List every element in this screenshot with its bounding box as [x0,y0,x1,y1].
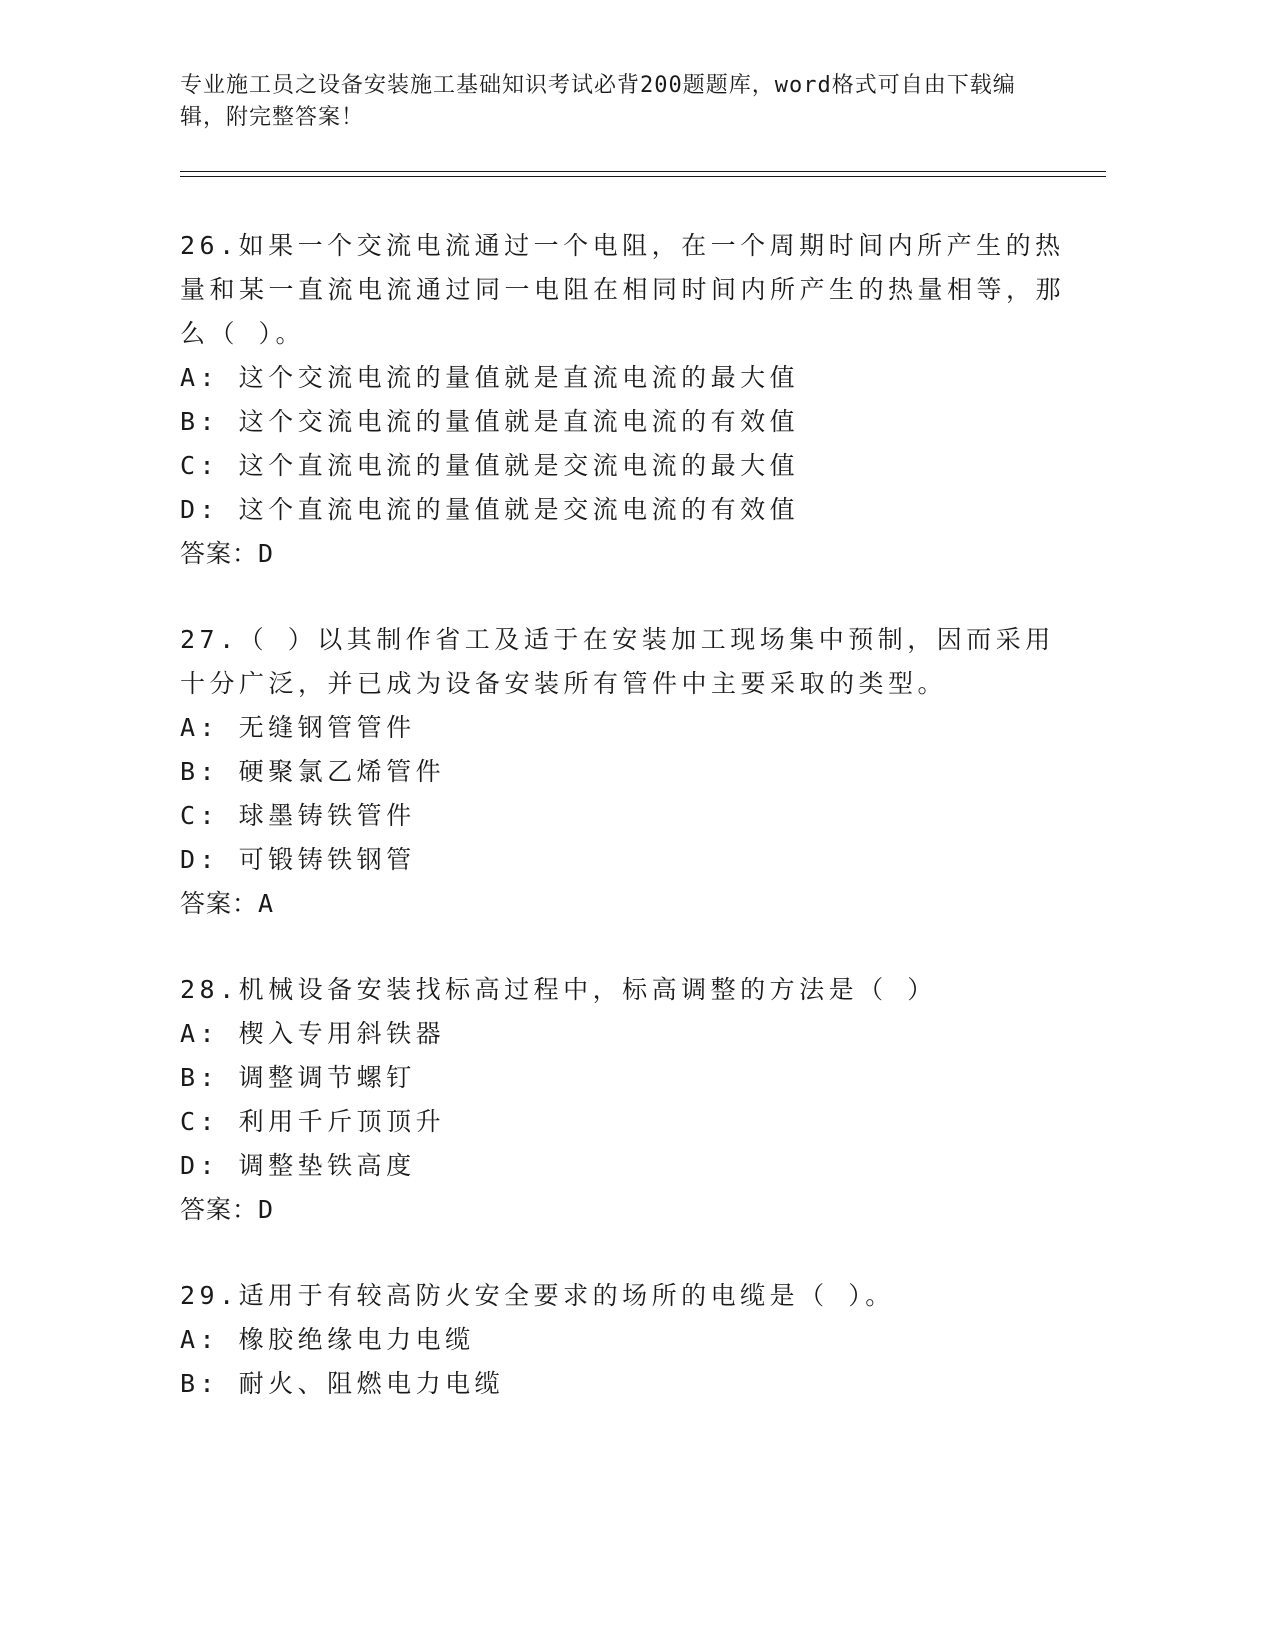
answer-line: 答案：D [180,539,275,568]
option-b: B: 硬聚氯乙烯管件 [180,757,446,786]
option-c: C: 利用千斤顶顶升 [180,1107,446,1136]
option-c: C: 这个直流电流的量值就是交流电流的最大值 [180,451,800,480]
question-27 [180,618,1080,926]
option-b: B: 调整调节螺钉 [180,1063,416,1092]
document-header: 专业施工员之设备安装施工基础知识考试必背200题题库，word格式可自由下载编辑，附完整答案！ [180,73,1016,130]
question-26 [180,224,1080,576]
question-stem: 27.（ ）以其制作省工及适于在安装加工现场集中预制，因而采用十分广泛，并已成为设备安装所有管件中主要采取的类型。 [180,625,1055,698]
question-28 [180,968,1080,1232]
header-divider-bottom [180,176,1106,177]
option-b: B: 耐火、阻燃电力电缆 [180,1369,505,1398]
answer-line: 答案：A [180,889,275,918]
option-a: A: 橡胶绝缘电力电缆 [180,1325,475,1354]
question-29 [180,1274,1080,1406]
answer-line: 答案：D [180,1195,275,1224]
question-list [180,224,1080,1448]
option-c: C: 球墨铸铁管件 [180,801,416,830]
option-b: B: 这个交流电流的量值就是直流电流的有效值 [180,407,800,436]
question-stem: 28.机械设备安装找标高过程中，标高调整的方法是（ ） [180,975,937,1004]
option-d: D: 可锻铸铁钢管 [180,845,416,874]
option-d: D: 这个直流电流的量值就是交流电流的有效值 [180,495,800,524]
option-a: A: 无缝钢管管件 [180,713,416,742]
header-divider-top [180,171,1106,172]
option-d: D: 调整垫铁高度 [180,1151,416,1180]
option-a: A: 楔入专用斜铁器 [180,1019,446,1048]
question-stem: 26.如果一个交流电流通过一个电阻，在一个周期时间内所产生的热量和某一直流电流通过同一电阻在相同时间内所产生的热量相等，那么（ ）。 [180,231,1066,348]
question-stem: 29.适用于有较高防火安全要求的场所的电缆是（ ）。 [180,1281,895,1310]
option-a: A: 这个交流电流的量值就是直流电流的最大值 [180,363,800,392]
